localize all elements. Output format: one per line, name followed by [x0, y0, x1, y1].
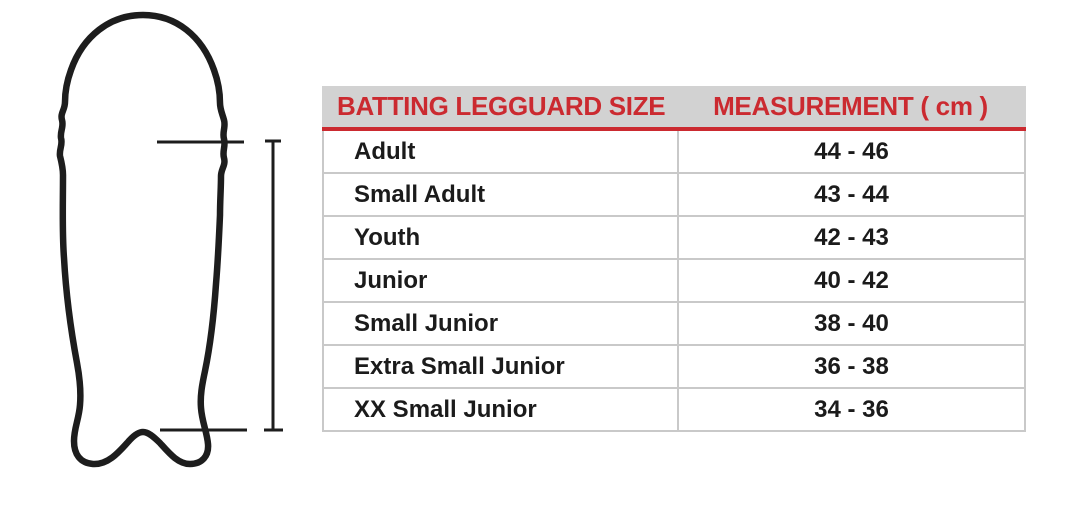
table-header-row	[322, 86, 1026, 131]
measurement-cell: 43 - 44	[677, 174, 1024, 215]
table-row-small-adult	[324, 172, 1024, 215]
legguard-diagram	[0, 0, 310, 505]
size-cell: Small Junior	[354, 309, 499, 337]
size-cell: Youth	[354, 223, 421, 251]
table-row-adult	[324, 131, 1024, 172]
size-cell: XX Small Junior	[354, 395, 537, 423]
size-cell: Extra Small Junior	[354, 352, 565, 380]
size-table	[322, 86, 1026, 432]
table-body	[322, 131, 1026, 432]
table-row-extra-small-junior	[324, 344, 1024, 387]
measurement-cell: 34 - 36	[677, 389, 1024, 430]
table-row-small-junior	[324, 301, 1024, 344]
measurement-cell: 36 - 38	[677, 346, 1024, 387]
size-cell: Adult	[354, 137, 416, 165]
size-cell: Junior	[354, 266, 428, 294]
measurement-cell: 40 - 42	[677, 260, 1024, 301]
header-measurement-column: MEASUREMENT ( cm )	[713, 91, 988, 121]
measurement-cell: 44 - 46	[677, 131, 1024, 172]
table-row-youth	[324, 215, 1024, 258]
table-row-xx-small-junior	[324, 387, 1024, 430]
header-size-column: BATTING LEGGUARD SIZE	[337, 91, 666, 121]
measurement-cell: 38 - 40	[677, 303, 1024, 344]
size-cell: Small Adult	[354, 180, 486, 208]
table-row-junior	[324, 258, 1024, 301]
measurement-cell: 42 - 43	[677, 217, 1024, 258]
legguard-outline-icon	[60, 15, 225, 464]
